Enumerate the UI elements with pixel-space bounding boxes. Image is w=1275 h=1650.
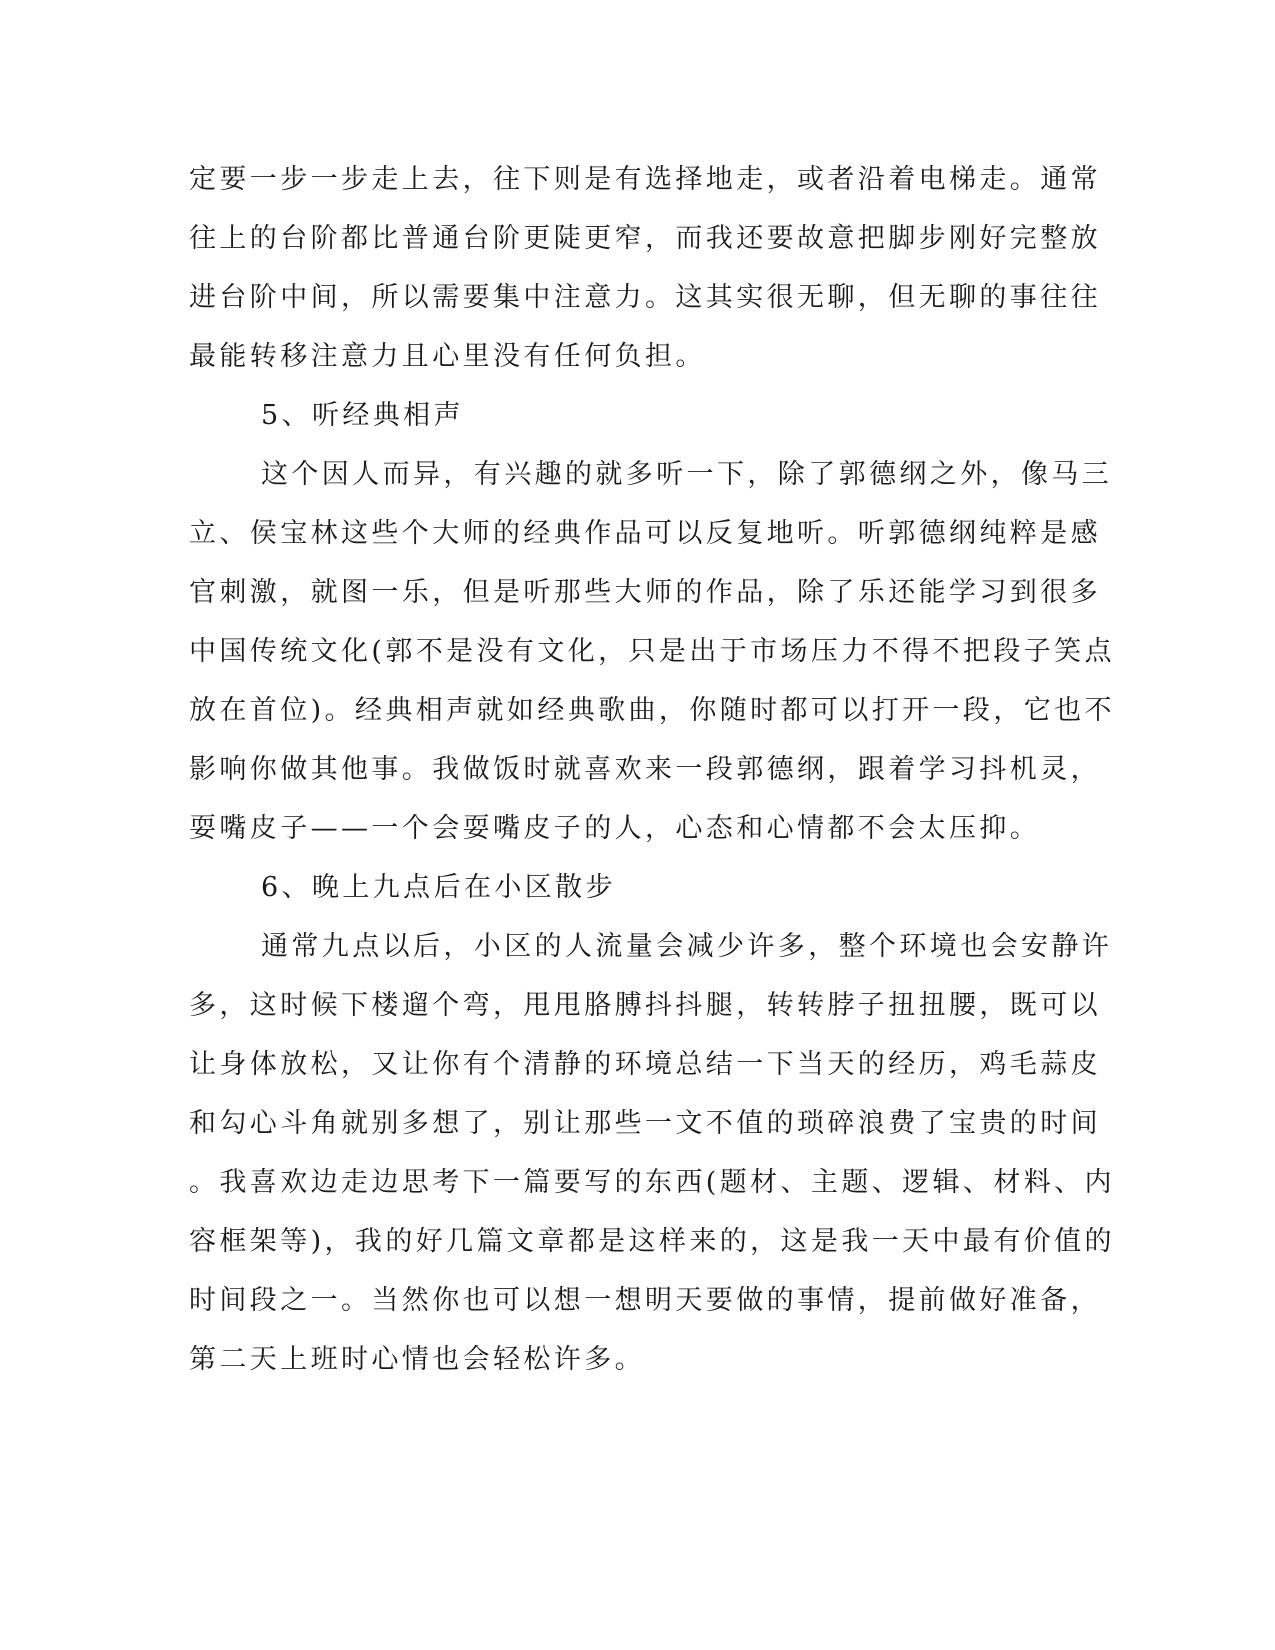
paragraph-line: 立、侯宝林这些个大师的经典作品可以反复地听。听郭德纲纯粹是感 — [189, 518, 1101, 549]
paragraph-line: 放在首位)。经典相声就如经典歌曲，你随时都可以打开一段，它也不 — [189, 695, 1115, 726]
paragraph-line: 往上的台阶都比普通台阶更陡更窄，而我还要故意把脚步刚好完整放 — [189, 223, 1101, 254]
paragraph-line: 让身体放松，又让你有个清静的环境总结一下当天的经历，鸡毛蒜皮 — [189, 1049, 1101, 1080]
paragraph-line: 容框架等)，我的好几篇文章都是这样来的，这是我一天中最有价值的 — [189, 1226, 1115, 1257]
paragraph-line: 第二天上班时心情也会轻松许多。 — [189, 1344, 645, 1375]
paragraph-line: 进台阶中间，所以需要集中注意力。这其实很无聊，但无聊的事往往 — [189, 282, 1101, 313]
paragraph-line: 中国传统文化(郭不是没有文化，只是出于市场压力不得不把段子笑点 — [189, 636, 1115, 667]
paragraph-line: 时间段之一。当然你也可以想一想明天要做的事情，提前做好准备， — [189, 1285, 1101, 1316]
section-heading: 5、听经典相声 — [261, 400, 464, 431]
paragraph-line: 耍嘴皮子——一个会耍嘴皮子的人，心态和心情都不会太压抑。 — [189, 813, 1041, 844]
paragraph-line: 最能转移注意力且心里没有任何负担。 — [189, 341, 706, 372]
paragraph-line: 和勾心斗角就别多想了，别让那些一文不值的琐碎浪费了宝贵的时间 — [189, 1108, 1101, 1139]
paragraph-line: 影响你做其他事。我做饭时就喜欢来一段郭德纲，跟着学习抖机灵， — [189, 754, 1101, 785]
paragraph-line: 多，这时候下楼遛个弯，甩甩胳膊抖抖腿，转转脖子扭扭腰，既可以 — [189, 990, 1101, 1021]
paragraph-line: 这个因人而异，有兴趣的就多听一下，除了郭德纲之外，像马三 — [261, 459, 1113, 490]
paragraph-line: 。我喜欢边走边思考下一篇要写的东西(题材、主题、逻辑、材料、内 — [189, 1167, 1115, 1198]
paragraph-line: 官刺激，就图一乐，但是听那些大师的作品，除了乐还能学习到很多 — [189, 577, 1101, 608]
paragraph-line: 通常九点以后，小区的人流量会减少许多，整个环境也会安静许 — [261, 931, 1113, 962]
section-heading: 6、晚上九点后在小区散步 — [261, 872, 616, 903]
paragraph-line: 定要一步一步走上去，往下则是有选择地走，或者沿着电梯走。通常 — [189, 164, 1101, 195]
